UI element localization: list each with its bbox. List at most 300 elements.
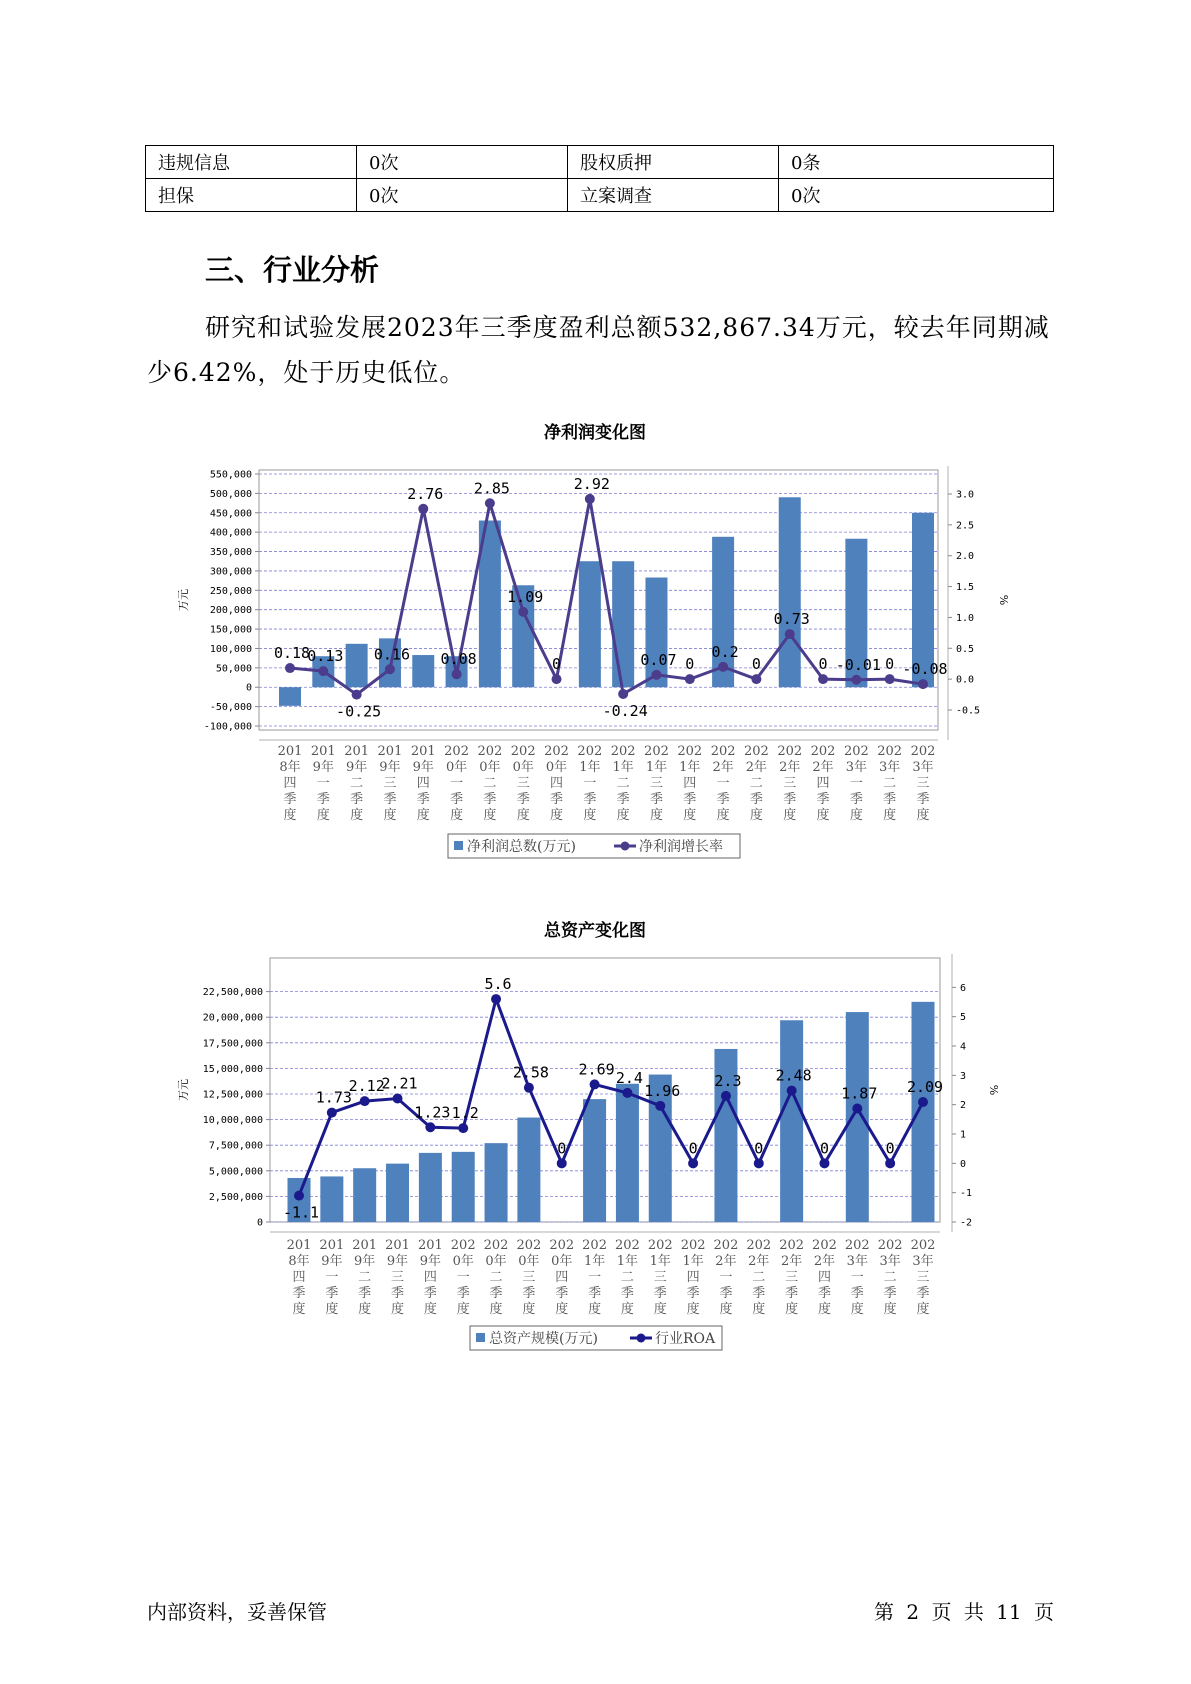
x-tick-text: 1年 (682, 1254, 704, 1269)
data-label: 0 (818, 655, 828, 674)
x-tick-text: 201 (377, 744, 403, 759)
x-tick-text: 二 (350, 776, 364, 791)
x-tick-text: 一 (456, 1270, 470, 1285)
data-label: 0 (751, 655, 761, 674)
x-tick-text: 2年 (812, 760, 834, 775)
table-cell-value: 0次 (357, 179, 568, 212)
x-tick-text: 季 (456, 1286, 470, 1301)
y2-tick-label: 3.0 (956, 489, 975, 501)
net-profit-chart (0, 420, 1191, 880)
table-row (146, 146, 1054, 179)
x-tick-text: 度 (456, 1302, 470, 1317)
total-assets-chart (0, 918, 1191, 1378)
x-tick-text: 二 (883, 1270, 897, 1285)
x-tick-text: 度 (816, 808, 830, 823)
x-tick-text: 二 (616, 776, 630, 791)
x-tick-text: 季 (516, 792, 530, 807)
x-tick-text: 1年 (579, 760, 601, 775)
x-tick-text: 一 (450, 776, 464, 791)
x-tick-text: 3年 (879, 1254, 901, 1269)
x-tick-text: 度 (292, 1302, 306, 1317)
data-label: 0.13 (307, 647, 344, 666)
line-point (721, 1091, 731, 1101)
x-tick-text: 202 (877, 1238, 903, 1253)
data-label: 0.08 (440, 650, 477, 669)
bar (485, 1143, 508, 1222)
line-point (418, 504, 428, 514)
x-tick-text: 度 (850, 1302, 864, 1317)
data-label: 1.87 (841, 1084, 878, 1103)
x-tick-text: 季 (783, 792, 797, 807)
y-tick-label: 100,000 (209, 643, 252, 655)
data-label: 2.58 (512, 1063, 549, 1082)
bar (912, 1002, 935, 1222)
data-label: 2.48 (775, 1066, 812, 1085)
x-tick-text: 度 (749, 808, 763, 823)
x-tick-text: 1年 (649, 1254, 671, 1269)
y-axis-label: 万元 (177, 1079, 190, 1101)
x-tick-text: 四 (555, 1270, 569, 1285)
x-tick-label (477, 744, 502, 823)
y-tick-label: 17,500,000 (202, 1038, 263, 1050)
line-point (458, 1123, 468, 1133)
x-tick-text: 三 (916, 776, 930, 791)
line-point (918, 679, 928, 689)
line-point (552, 674, 562, 684)
x-tick-text: 季 (555, 1286, 569, 1301)
y2-tick-label: 1.5 (956, 582, 975, 594)
line-point (685, 674, 695, 684)
x-tick-text: 0年 (518, 1254, 540, 1269)
y-tick-label: 5,000,000 (208, 1166, 263, 1178)
footer-note: 内部资料，妥善保管 (147, 1600, 327, 1624)
line-point (285, 663, 295, 673)
line-point (852, 1103, 862, 1113)
line-point (651, 670, 661, 680)
bar (279, 687, 301, 706)
x-tick-text: 9年 (354, 1254, 376, 1269)
x-tick-text: 1年 (645, 760, 668, 775)
x-tick-label (648, 1238, 673, 1317)
x-tick-text: 9年 (386, 1254, 409, 1269)
x-tick-label (582, 1238, 607, 1317)
bar (612, 561, 634, 687)
data-label: -0.24 (602, 701, 648, 720)
data-label: 0 (819, 1139, 829, 1158)
data-label: 0.73 (773, 610, 810, 629)
line-point (425, 1122, 435, 1132)
data-label: 0.2 (711, 642, 739, 661)
y2-tick-label: 1.0 (956, 612, 975, 624)
x-tick-text: 季 (785, 1286, 799, 1301)
x-tick-text: 2年 (748, 1254, 770, 1269)
x-tick-text: 9年 (412, 760, 434, 775)
x-tick-text: 季 (450, 792, 464, 807)
x-tick-text: 季 (316, 792, 330, 807)
x-tick-label (844, 744, 869, 823)
y-tick-label: 2,500,000 (208, 1191, 263, 1203)
x-tick-label (577, 744, 602, 823)
x-tick-text: 四 (292, 1270, 306, 1285)
x-tick-text: 季 (752, 1286, 766, 1301)
x-tick-text: 202 (516, 1238, 542, 1253)
x-tick-text: 度 (483, 808, 497, 823)
data-label: 0 (552, 655, 562, 674)
y2-axis-label: % (997, 594, 1010, 606)
x-tick-label (711, 744, 736, 823)
x-tick-label (544, 744, 569, 823)
x-tick-text: 二 (883, 776, 897, 791)
bar (419, 1153, 442, 1222)
x-tick-text: 度 (752, 1302, 766, 1317)
x-tick-text: 202 (680, 1238, 706, 1253)
x-tick-text: 三 (522, 1270, 536, 1285)
x-tick-text: 度 (683, 808, 697, 823)
x-tick-text: 二 (620, 1270, 634, 1285)
x-tick-text: 202 (510, 744, 536, 759)
x-tick-text: 202 (444, 744, 469, 759)
x-tick-text: 季 (716, 792, 730, 807)
x-tick-text: 度 (588, 1302, 602, 1317)
x-tick-text: 三 (785, 1270, 799, 1285)
y2-tick-label: 0.5 (956, 643, 975, 655)
x-tick-text: 202 (647, 1238, 673, 1253)
page-number: 第 2 页 共 11 页 (874, 1600, 1054, 1624)
table-cell-value: 0次 (779, 179, 1054, 212)
x-tick-text: 202 (812, 1238, 837, 1253)
bar (412, 655, 434, 687)
table-cell-label: 担保 (146, 179, 357, 212)
bar (346, 644, 368, 687)
x-tick-text: 四 (816, 776, 830, 791)
x-tick-text: 季 (686, 1286, 700, 1301)
x-tick-label (385, 1238, 410, 1317)
x-tick-text: 三 (783, 776, 797, 791)
x-tick-text: 202 (744, 744, 769, 759)
y-tick-label: 0 (245, 682, 252, 694)
x-tick-text: 季 (683, 792, 697, 807)
y2-tick-label: -2 (960, 1217, 973, 1229)
bar (386, 1164, 409, 1222)
legend (448, 834, 740, 858)
bar (779, 497, 801, 687)
line-point (485, 498, 495, 508)
x-tick-text: 一 (583, 776, 597, 791)
x-tick-label (511, 744, 536, 823)
legend (470, 1326, 722, 1350)
y-tick-label: 200,000 (209, 605, 252, 617)
bar (579, 561, 601, 687)
line-point (385, 664, 395, 674)
x-tick-text: 度 (583, 808, 597, 823)
table-cell-label: 违规信息 (146, 146, 357, 179)
data-label: 2.85 (473, 479, 510, 498)
data-label: 0 (557, 1139, 567, 1158)
x-tick-text: 度 (423, 1302, 437, 1317)
x-tick-text: 度 (358, 1302, 372, 1317)
x-tick-label (278, 744, 303, 823)
x-tick-text: 201 (385, 1238, 410, 1253)
x-tick-text: 二 (358, 1270, 372, 1285)
y-tick-label: -100,000 (203, 721, 252, 733)
x-tick-text: 202 (746, 1238, 772, 1253)
y2-tick-label: 4 (960, 1041, 967, 1053)
x-tick-label (911, 1238, 936, 1317)
x-tick-text: 季 (883, 1286, 897, 1301)
x-tick-text: 3年 (912, 760, 934, 775)
x-tick-text: 季 (719, 1286, 733, 1301)
x-tick-text: 季 (649, 792, 663, 807)
x-tick-label (845, 1238, 870, 1317)
x-tick-text: 二 (489, 1270, 503, 1285)
x-tick-text: 202 (577, 744, 603, 759)
x-tick-text: 度 (391, 1302, 405, 1317)
chart-title: 净利润变化图 (544, 423, 646, 443)
x-tick-label (911, 744, 936, 823)
x-tick-text: 度 (719, 1302, 733, 1317)
x-tick-text: 3年 (845, 760, 868, 775)
data-label: 2.92 (573, 474, 610, 493)
x-tick-text: 季 (620, 1286, 634, 1301)
x-tick-text: 2年 (712, 760, 734, 775)
line-point (518, 607, 528, 617)
data-label: 1.23 (414, 1103, 451, 1122)
x-tick-text: 一 (716, 776, 730, 791)
line-point (585, 494, 595, 504)
x-tick-text: 1年 (679, 760, 701, 775)
x-tick-text: 季 (350, 792, 364, 807)
y-tick-label: 20,000,000 (202, 1012, 263, 1024)
x-tick-text: 度 (716, 808, 730, 823)
x-tick-text: 度 (620, 1302, 634, 1317)
x-tick-text: 9年 (379, 760, 401, 775)
line-point (918, 1097, 928, 1107)
x-tick-text: 度 (785, 1302, 799, 1317)
x-tick-text: 度 (550, 808, 564, 823)
x-tick-text: 2年 (715, 1254, 737, 1269)
x-tick-label (812, 1238, 837, 1317)
x-tick-text: 季 (391, 1286, 405, 1301)
x-tick-text: 季 (489, 1286, 503, 1301)
x-tick-text: 度 (849, 808, 863, 823)
bar (846, 1012, 869, 1222)
x-tick-text: 3年 (879, 760, 901, 775)
x-tick-text: 202 (644, 744, 669, 759)
bar (583, 1099, 606, 1222)
x-tick-text: 季 (916, 792, 930, 807)
line-point (655, 1101, 665, 1111)
y-tick-label: 450,000 (209, 508, 252, 520)
x-tick-label (644, 744, 669, 823)
x-tick-text: 9年 (321, 1254, 343, 1269)
x-tick-text: 8年 (279, 760, 301, 775)
x-tick-text: 三 (391, 1270, 405, 1285)
x-tick-text: 9年 (419, 1254, 442, 1269)
x-tick-text: 度 (883, 1302, 897, 1317)
x-tick-label (878, 1238, 903, 1317)
line-point (557, 1158, 567, 1168)
x-tick-text: 季 (583, 792, 597, 807)
x-tick-text: 度 (416, 808, 430, 823)
x-tick-text: 四 (416, 776, 430, 791)
y2-tick-label: 2.5 (956, 520, 975, 532)
x-tick-text: 季 (849, 792, 863, 807)
legend-item-line: 行业ROA (655, 1331, 716, 1347)
data-label: 0.18 (273, 644, 311, 663)
x-tick-text: 0年 (485, 1254, 507, 1269)
y2-tick-label: 2.0 (956, 551, 975, 563)
line-point (393, 1094, 403, 1104)
x-tick-text: 季 (383, 792, 397, 807)
data-label: -0.01 (835, 655, 881, 674)
y2-tick-label: 0 (960, 1158, 967, 1170)
x-tick-text: 8年 (288, 1254, 310, 1269)
x-tick-text: 2年 (780, 1254, 803, 1269)
y-tick-label: 0 (256, 1217, 263, 1229)
y-tick-label: 15,000,000 (202, 1063, 263, 1075)
x-tick-text: 2年 (813, 1254, 836, 1269)
x-tick-text: 2年 (779, 760, 801, 775)
x-tick-label (311, 744, 336, 823)
line-point (352, 690, 362, 700)
x-tick-text: 季 (816, 792, 830, 807)
x-tick-text: 三 (516, 776, 530, 791)
x-tick-text: 1年 (583, 1254, 606, 1269)
data-label: 1.96 (644, 1081, 681, 1100)
x-tick-label (779, 1238, 804, 1317)
x-tick-text: 度 (383, 808, 397, 823)
line-point (452, 669, 462, 679)
x-tick-text: 202 (810, 744, 836, 759)
y2-tick-label: 6 (960, 982, 967, 994)
x-tick-text: 201 (417, 1238, 443, 1253)
line-point (787, 1086, 797, 1096)
y2-tick-label: 3 (960, 1070, 967, 1082)
line-point (885, 674, 895, 684)
data-label: -0.08 (902, 660, 948, 679)
data-label: 2.69 (578, 1060, 615, 1079)
line-point (819, 1158, 829, 1168)
legend-line-marker (637, 1334, 646, 1343)
line-point (491, 994, 501, 1004)
line-point (524, 1083, 534, 1093)
line-point (785, 629, 795, 639)
x-tick-text: 201 (344, 744, 370, 759)
x-tick-text: 3年 (846, 1254, 868, 1269)
x-tick-text: 度 (817, 1302, 831, 1317)
line-point (590, 1079, 600, 1089)
x-tick-text: 202 (779, 1238, 805, 1253)
data-label: -1.1 (282, 1203, 320, 1222)
x-tick-text: 季 (423, 1286, 437, 1301)
x-tick-text: 度 (316, 808, 330, 823)
net-profit-chart-svg (0, 420, 1191, 880)
data-label: 0 (885, 1139, 895, 1158)
x-tick-text: 0年 (445, 760, 468, 775)
x-tick-text: 1年 (612, 760, 634, 775)
x-tick-text: 202 (877, 744, 903, 759)
data-label: 0 (885, 655, 895, 674)
line-point (885, 1158, 895, 1168)
data-label: 2.3 (714, 1071, 742, 1090)
x-tick-text: 季 (292, 1286, 306, 1301)
y-tick-label: 250,000 (209, 585, 252, 597)
x-tick-text: 202 (450, 1238, 476, 1253)
x-tick-label (744, 744, 769, 823)
y-tick-label: 7,500,000 (208, 1140, 263, 1152)
line-point (688, 1158, 698, 1168)
x-tick-label (877, 744, 902, 823)
line-point (751, 674, 761, 684)
legend-item-line: 净利润增长率 (639, 839, 723, 855)
x-tick-text: 202 (677, 744, 703, 759)
x-tick-text: 一 (588, 1270, 602, 1285)
x-tick-text: 一 (316, 776, 330, 791)
data-label: 2.12 (348, 1077, 385, 1096)
x-tick-text: 2年 (745, 760, 768, 775)
x-tick-text: 三 (383, 776, 397, 791)
x-tick-text: 度 (516, 808, 530, 823)
x-tick-label (484, 1238, 509, 1317)
x-tick-text: 季 (550, 792, 564, 807)
y-tick-label: 350,000 (209, 547, 252, 559)
data-label: 0 (688, 1139, 698, 1158)
section-title: 三、行业分析 (205, 253, 380, 287)
line-point (360, 1096, 370, 1106)
x-tick-text: 0年 (551, 1254, 573, 1269)
x-tick-label (352, 1238, 377, 1317)
x-tick-text: 四 (550, 776, 564, 791)
x-tick-text: 季 (616, 792, 630, 807)
y2-tick-label: 0.0 (956, 674, 975, 686)
x-tick-text: 202 (910, 744, 936, 759)
x-tick-text: 1年 (616, 1254, 639, 1269)
x-tick-text: 201 (352, 1238, 378, 1253)
x-tick-text: 季 (749, 792, 763, 807)
x-tick-text: 季 (522, 1286, 536, 1301)
x-tick-text: 一 (850, 1270, 864, 1285)
y-tick-label: 550,000 (209, 469, 252, 481)
x-tick-text: 202 (582, 1238, 607, 1253)
x-tick-text: 202 (544, 744, 569, 759)
x-tick-text: 0年 (452, 1254, 474, 1269)
legend-bar-swatch (454, 841, 463, 850)
x-tick-text: 度 (883, 808, 897, 823)
y-tick-label: 400,000 (209, 527, 252, 539)
x-tick-text: 度 (450, 808, 464, 823)
y2-tick-label: -1 (960, 1188, 973, 1200)
x-tick-label (714, 1238, 739, 1317)
x-tick-text: 一 (719, 1270, 733, 1285)
bar (780, 1020, 803, 1222)
y2-tick-label: 5 (960, 1012, 967, 1024)
x-tick-text: 202 (910, 1238, 936, 1253)
line-point (851, 675, 861, 685)
x-tick-text: 度 (616, 808, 630, 823)
x-tick-label (444, 744, 469, 823)
legend-bar-swatch (476, 1333, 485, 1342)
table-cell-value: 0条 (779, 146, 1054, 179)
line-point (718, 662, 728, 672)
x-tick-label (411, 744, 436, 823)
x-tick-text: 度 (653, 1302, 667, 1317)
x-tick-text: 度 (350, 808, 364, 823)
data-label: 1.2 (451, 1104, 479, 1123)
y-tick-label: 500,000 (209, 488, 252, 500)
x-tick-text: 0年 (545, 760, 568, 775)
x-tick-text: 度 (783, 808, 797, 823)
analysis-paragraph: 研究和试验发展2023年三季度盈利总额532,867.34万元，较去年同期减少6.42%，处于历史低位。 (147, 313, 1050, 387)
